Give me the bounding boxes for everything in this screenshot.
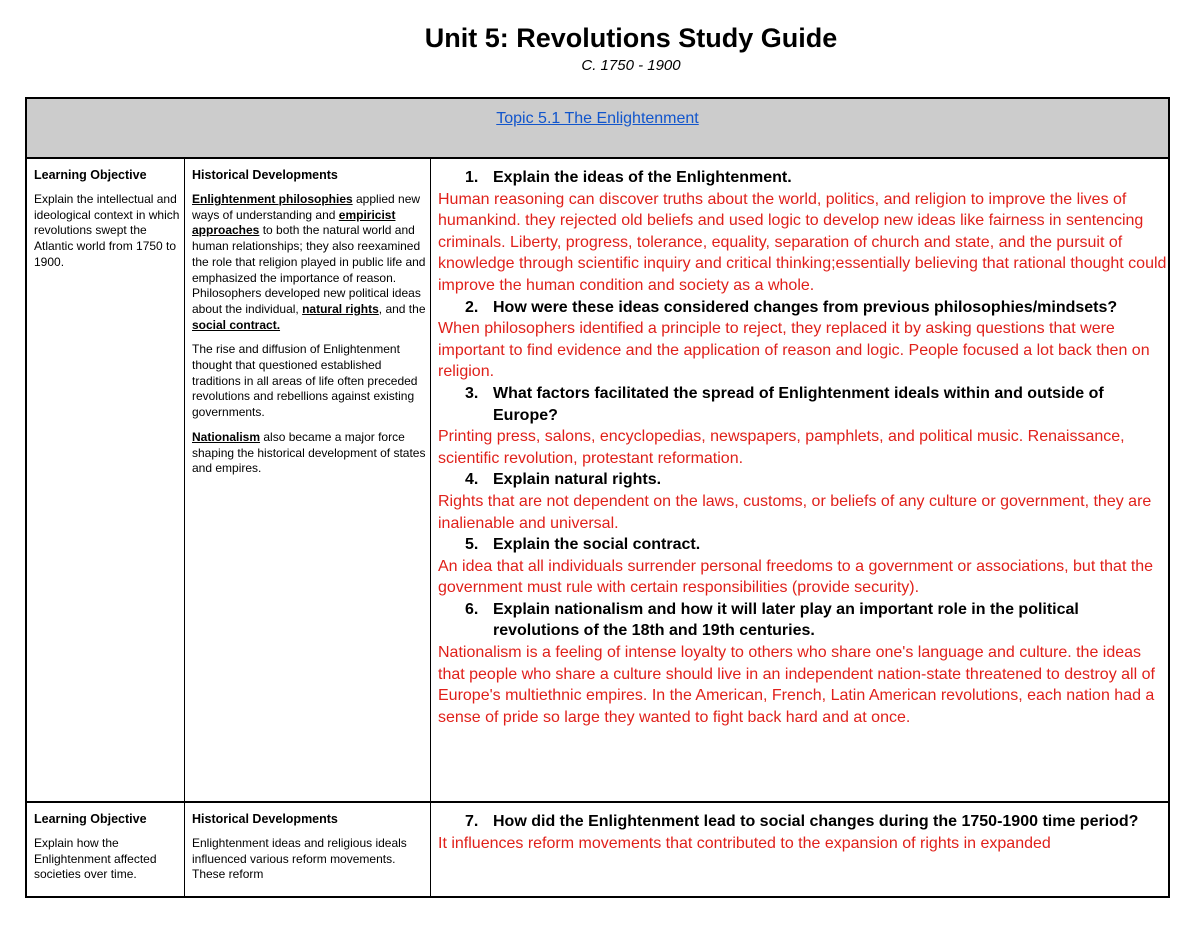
learning-objective-cell [27, 803, 185, 896]
development-paragraph: Enlightenment ideas and religious ideals influenced various reform movements. These reform [192, 836, 407, 882]
historical-developments-heading: Historical Developments [192, 812, 338, 826]
question: 1. Explain the ideas of the Enlightenment. [465, 169, 792, 186]
answer: An idea that all individuals surrender personal freedoms to a government or associations, but that the government must rule with certain responsibilities (provide security). [438, 557, 1154, 597]
answer: Human reasoning can discover truths about the world, politics, and religion to improve the lives of humankind. they rejected old beliefs and used logic to develop new ideas like fairness in sentencing criminals. Liberty, progress, tolerance, equality, separation of church and state, and the pursuit of knowledge through scientific inquiry and critical thinking;essentially believing that rational thought could improve the human condition and society as a whole. [438, 190, 1167, 294]
questions-cell [431, 159, 1168, 801]
key-term: Nationalism [192, 429, 261, 444]
learning-objective-heading: Learning Objective [34, 812, 147, 826]
learning-objective-cell [27, 159, 185, 801]
topic-link[interactable]: Topic 5.1 The Enlightenment [496, 110, 699, 127]
learning-objective-heading: Learning Objective [34, 168, 147, 182]
study-guide-table [25, 97, 1170, 898]
answer: When philosophers identified a principle to reject, they replaced it by asking questions that were important to find evidence and the application of reason and logic. People focused a lot back then on religion. [438, 320, 1150, 381]
questions-cell [431, 803, 1168, 896]
development-paragraph: Nationalism also became a major force shaping the historical development of states and empires. [192, 429, 426, 476]
question: 7. How did the Enlightenment lead to social changes during the 1750-1900 time period? [465, 813, 1139, 830]
key-term: natural rights [302, 301, 379, 316]
question: 2. How were these ideas considered changes from previous philosophies/mindsets? [465, 298, 1118, 316]
key-term: social contract. [192, 317, 281, 332]
learning-objective-text: Explain the intellectual and ideological context in which revolutions swept the Atlantic world from 1750 to 1900. [34, 192, 180, 269]
question: 6. Explain nationalism and how it will later play an important role in the political revolutions of the 18th and 19th centuries. [465, 600, 1079, 640]
table-row [27, 803, 1168, 896]
key-term: Enlightenment philosophies [192, 192, 353, 206]
answer: Rights that are not dependent on the laws, customs, or beliefs of any culture or government, they are inalienable and universal. [438, 492, 1152, 532]
question: 3. What factors facilitated the spread of Enlightenment ideals within and outside of Europe? [465, 384, 1104, 424]
question: 4. Explain natural rights. [465, 471, 662, 489]
key-term: empiricist approaches [192, 207, 396, 238]
table-row [27, 159, 1168, 803]
answer: It influences reform movements that contributed to the expansion of rights in expanded [438, 834, 1051, 852]
document-subtitle: C. 1750 - 1900 [581, 57, 681, 74]
document-title: Unit 5: Revolutions Study Guide [424, 23, 838, 53]
development-paragraph: The rise and diffusion of Enlightenment thought that questioned established traditions in all areas of life often preceded revolutions and rebellions against existing governments. [192, 342, 418, 420]
historical-developments-heading: Historical Developments [192, 168, 338, 182]
answer: Printing press, salons, encyclopedias, newspapers, pamphlets, and political music. Renaissance, scientific revolution, protestant reformation. [438, 428, 1125, 467]
development-paragraph: Enlightenment philosophies applied new ways of understanding and empiricist approaches to both the natural world and human relationships; they also reexamined the role that religion played in public life and emphasized the importance of reason. Philosophers developed new political ideas about the individual, natural rights, and the social contract. [192, 192, 426, 332]
learning-objective-text: Explain how the Enlightenment affected societies over time. [34, 836, 157, 882]
historical-developments-cell [185, 803, 431, 896]
question: 5. Explain the social contract. [465, 536, 701, 554]
topic-header-row [27, 99, 1168, 159]
answer: Nationalism is a feeling of intense loyalty to others who share one's language and culture. the ideas that people who share a culture should live in an independent nation-state threatened to destroy all of Europe's multiethnic empires. In the American, French, Latin American revolutions, each nation had a sense of pride so large they wanted to fight back hard and at once. [438, 644, 1155, 726]
historical-developments-cell [185, 159, 431, 801]
